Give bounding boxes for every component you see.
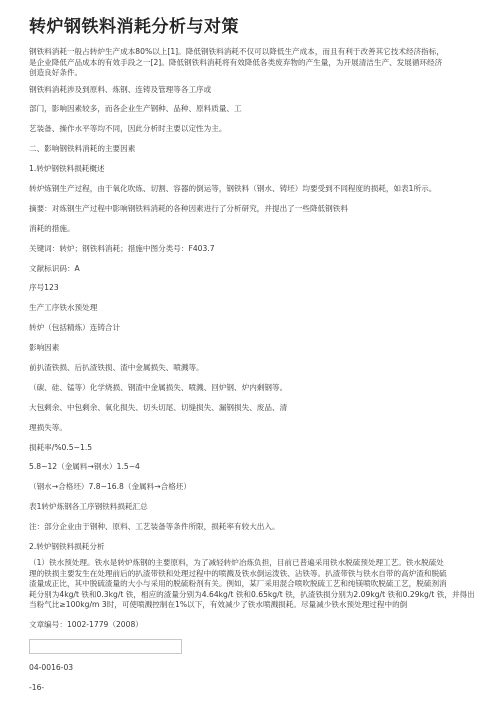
subsection-heading: 2.转炉钢铁料损耗分析 bbox=[29, 541, 105, 551]
analysis-line: 渣量成正比，其中脱硫渣量的大小与采用的脱硫粉剂有关。例如，某厂采用混合喷吹脱硫工艺和纯镁喷吹脱硫工艺，脱硫剂消 bbox=[29, 579, 447, 589]
table-caption: 表1转炉炼钢各工序钢铁料损耗汇总 bbox=[29, 502, 148, 512]
article-code: 04-0016-03 bbox=[29, 663, 74, 673]
body-line: 艺装备、操作水平等均不同，因此分析时主要以定性为主。 bbox=[29, 124, 227, 134]
body-line: 部门，影响因素较多，而各企业生产钢种、品种、原料质量、工 bbox=[29, 104, 242, 114]
analysis-line: 当粉气比≥100kg/m 3时，可使喷溅控制在1%以下，有效减少了铁水喷溅损耗。尽量减少铁水预处理过程中的倒 bbox=[29, 600, 408, 610]
table-line: 生产工序铁水预处理 bbox=[29, 303, 98, 313]
table-line: 大包剩余、中包剩余、氧化损失、切头切尾、切缝损失、漏钢损失、废品、清 bbox=[29, 402, 288, 412]
analysis-paragraph bbox=[29, 558, 475, 611]
table-line: （碳、硅、锰等）化学烧损、钢渣中金属损失、喷溅、回炉钢、炉内剩钢等。 bbox=[29, 382, 288, 392]
table-note: 注：部分企业由于钢种、原料、工艺装备等条件所限，损耗率有较大出入。 bbox=[29, 522, 280, 532]
table-line: 序号123 bbox=[29, 283, 59, 293]
page-number: -16- bbox=[29, 683, 45, 693]
intro-line: 创造良好条件。 bbox=[29, 68, 83, 77]
table-line: 理损失等。 bbox=[29, 422, 67, 432]
article-number: 文章编号：1002-1779（2008） bbox=[29, 620, 143, 630]
table-line: 损耗率/%0.5~1.5 bbox=[29, 442, 93, 452]
table-line: 影响因素 bbox=[29, 343, 60, 353]
intro-paragraph bbox=[29, 47, 475, 79]
table-line: 前扒渣铁损、后扒渣铁损、渣中金属损失、喷溅等。 bbox=[29, 362, 204, 372]
table-line: 5.8~12（金属料→钢水）1.5~4 bbox=[29, 462, 140, 472]
blank-box bbox=[29, 639, 182, 654]
intro-line: 是企业降低产品成本的有效手段之一[2]。降低钢铁料消耗将有效降低各类废弃物的产生量，为开展清洁生产、发展循环经济 bbox=[29, 57, 443, 67]
analysis-line: 理的铁损主要发生在处理前后的扒渣带铁和处理过程中的喷溅及铁水倒运泼铁、沾铁等。扒渣带铁与铁水自带的高炉渣和脱硫 bbox=[29, 568, 447, 578]
body-lines bbox=[29, 85, 475, 553]
abstract-line: 摘要：对炼钢生产过程中影响钢铁料消耗的各种因素进行了分析研究，并提出了一些降低钢铁料 bbox=[29, 203, 348, 213]
body-line: 钢铁料消耗涉及到原料、炼钢、连铸及管理等各工序或 bbox=[29, 84, 212, 94]
subsection-heading: 1.转炉钢铁料损耗概述 bbox=[29, 164, 105, 174]
doc-code-line: 文献标识码：A bbox=[29, 263, 80, 273]
abstract-line: 消耗的措施。 bbox=[29, 223, 75, 233]
body-line: 转炉炼钢生产过程，由于氧化吹炼、切割、容器的倒运等，钢铁料（钢水、铸坯）均要受到不同程度的损耗，如表1所示。 bbox=[29, 183, 437, 193]
keywords-line: 关键词：转炉；钢铁料消耗；措施中图分类号：F403.7 bbox=[29, 243, 215, 253]
intro-line: 钢铁料消耗一般占转炉生产成本80%以上[1]。降低钢铁料消耗不仅可以降低生产成本，而且有利于改善其它技术经济指标， bbox=[29, 47, 444, 56]
analysis-line: （1）铁水预处理。铁水是转炉炼钢的主要原料，为了减轻转炉冶炼负担，目前已普遍采用铁水脱硫预处理工艺。铁水脱硫处 bbox=[29, 558, 444, 568]
page-title: 转炉钢铁料消耗分析与对策 bbox=[29, 17, 239, 37]
analysis-line: 耗分别为4kg/t 铁和0.3kg/t 铁，相应的渣量分别为4.64kg/t 铁和0.65kg/t 铁，扒渣铁损分别为2.09kg/t 铁和0.29kg/t 铁，并得出 bbox=[29, 589, 475, 599]
table-line: 转炉（包括精炼）连铸合计 bbox=[29, 323, 121, 333]
table-line: （钢水→合格坯）7.8~16.8（金属料→合格坯） bbox=[29, 482, 191, 492]
section-heading: 二、影响钢铁料消耗的主要因素 bbox=[29, 144, 136, 154]
